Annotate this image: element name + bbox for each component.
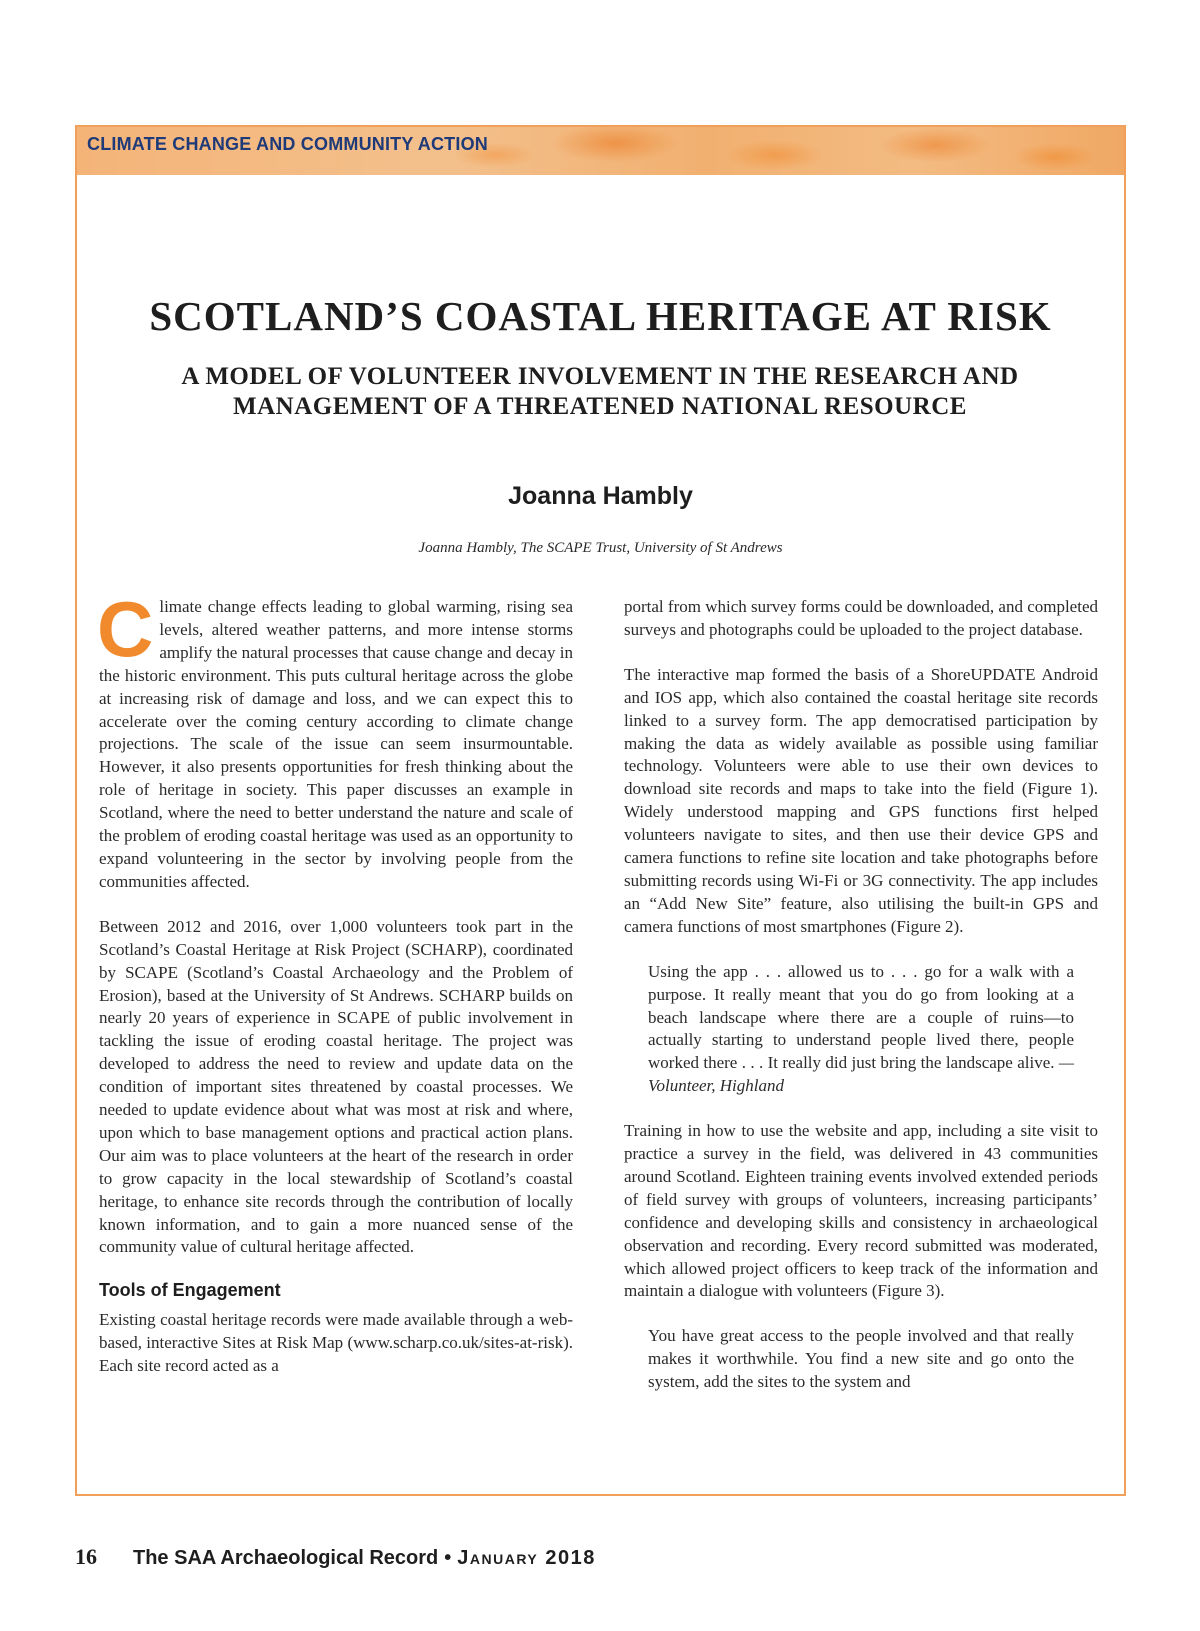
volunteer-quote: You have great access to the people involved and that really makes it worthwhile. You find a new site and go onto the system, add the sites to the system and (648, 1326, 1074, 1392)
volunteer-quote (648, 961, 1074, 1098)
drop-cap: C (97, 585, 154, 673)
quote-attribution: —Volunteer, Highland (648, 1053, 1074, 1096)
issue-date: January 2018 (457, 1547, 596, 1569)
section-heading: Tools of Engagement (99, 1280, 281, 1301)
body-paragraph: Existing coastal heritage records were made available through a web-based, interactive Sites at Risk Map (www.scharp.co.uk/sites-at-risk). Each site record acted as a (99, 1310, 573, 1376)
article-subtitle: A MODEL OF VOLUNTEER INVOLVEMENT IN THE RESEARCH AND MANAGEMENT OF A THREATENED NATIONAL RESOURCE (181, 363, 1019, 420)
intro-paragraph-text: limate change effects leading to global warming, rising sea levels, altered weather patterns, and more intense storms amplify the natural processes that cause change and decay in the historic environment. This puts cultural heritage across the globe at increasing risk of damage and loss, and we can expect this to accelerate over the coming century according to climate change projections. The scale of the issue can seem insurmountable. However, it also presents opportunities for fresh thinking about the role of heritage in society. This paper discusses an example in Scotland, where the need to better understand the nature and scale of the problem of eroding coastal heritage was used as an opportunity to expand volunteering in the sector by involving people from the communities affected. (99, 597, 573, 891)
article-title: SCOTLAND’S COASTAL HERITAGE AT RISK (149, 293, 1052, 339)
author-name: Joanna Hambly (508, 482, 693, 510)
footer-separator: • (444, 1547, 452, 1569)
body-paragraph: Training in how to use the website and app, including a site visit to practice a survey in the field, was delivered in 43 communities around Scotland. Eighteen training events involved extended periods of field survey with groups of volunteers, increasing participants’ confidence and developing skills and consistency in archaeological observation and recording. Every record submitted was moderated, which allowed project officers to keep track of the information and maintain a dialogue with volunteers (Figure 3). (624, 1121, 1098, 1301)
author-affiliation: Joanna Hambly, The SCAPE Trust, University of St Andrews (418, 540, 783, 556)
right-column (624, 596, 1098, 1416)
left-column (97, 585, 573, 1400)
body-paragraph: The interactive map formed the basis of a ShoreUPDATE Android and IOS app, which also contained the coastal heritage site records linked to a survey form. The app democratised participation by making the data as widely available as possible using familiar technology. Volunteers were able to use their own devices to download site records and maps to take into the field (Figure 1). Widely understood mapping and GPS functions first helped volunteers navigate to sites, and then use their device GPS and camera functions to refine site location and take photographs before submitting records using Wi-Fi or 3G connectivity. The app includes an “Add New Site” feature, also utilising the built-in GPS and camera functions of most smartphones (Figure 2). (624, 664, 1098, 936)
publication-name: The SAA Archaeological Record (133, 1547, 439, 1569)
body-paragraph: Between 2012 and 2016, over 1,000 volunteers took part in the Scotland’s Coastal Heritage at Risk Project (SCHARP), coordinated by SCAPE (Scotland’s Coastal Archaeology and the Problem of Erosion), based at the University of St Andrews. SCHARP builds on nearly 20 years of experience in SCAPE of public involvement in tackling the issue of eroding coastal heritage. The project was developed to address the need to review and update data on the condition of important sites threatened by coastal processes. We needed to update evidence about what was most at risk and where, upon which to base management options and practical action plans. Our aim was to place volunteers at the heart of the research in order to grow capacity in the local stewardship of Scotland’s coastal heritage, to enhance site records through the contribution of locally known information, and to gain a more nuanced sense of the community value of cultural heritage affected. (99, 916, 573, 1257)
section-banner-label: CLIMATE CHANGE AND COMMUNITY ACTION (87, 134, 488, 154)
intro-paragraph (97, 585, 573, 894)
page-footer (75, 1544, 596, 1570)
body-paragraph: portal from which survey forms could be downloaded, and completed surveys and photographs could be uploaded to the project database. (624, 597, 1098, 639)
page-number: 16 (75, 1544, 97, 1569)
quote-text: Using the app . . . allowed us to . . . go for a walk with a purpose. It really meant that you do go from looking at a beach landscape where there are a couple of ruins—to actually starting to understand people lived there, people worked there . . . It really did just bring the landscape alive. (648, 961, 1074, 1073)
